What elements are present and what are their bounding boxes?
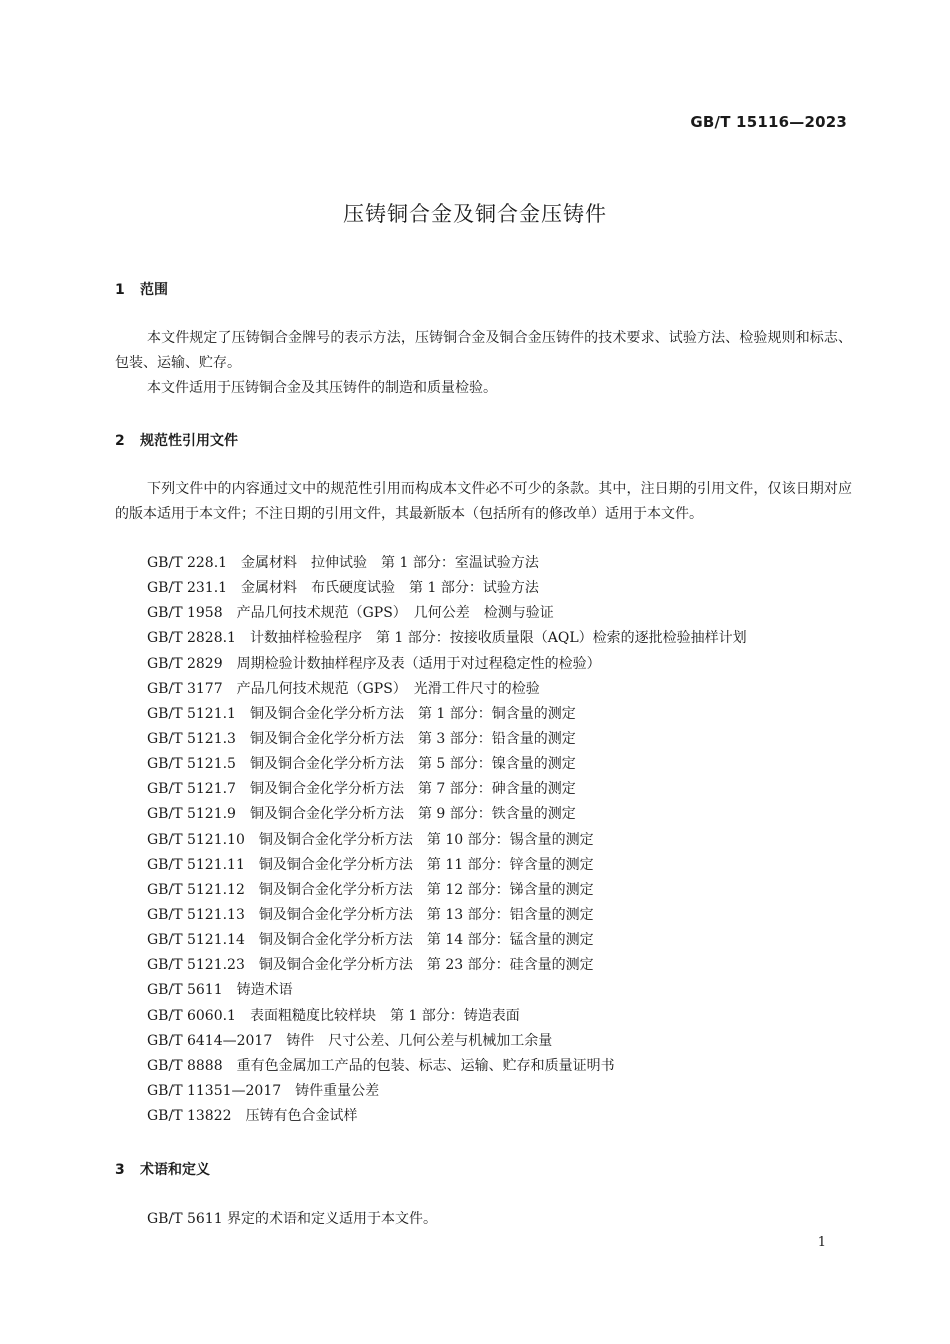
reference-item: GB/T 5121.9 铜及铜合金化学分析方法 第 9 部分：铁含量的测定 (147, 806, 576, 823)
section-1-paragraph-2: 本文件适用于压铸铜合金及其压铸件的制造和质量检验。 (147, 380, 497, 396)
reference-item: GB/T 5121.1 铜及铜合金化学分析方法 第 1 部分：铜含量的测定 (147, 705, 576, 722)
document-title: 压铸铜合金及铜合金压铸件 (343, 202, 607, 226)
reference-item: GB/T 11351—2017 铸件重量公差 (147, 1082, 380, 1099)
reference-item: GB/T 228.1 金属材料 拉伸试验 第 1 部分：室温试验方法 (147, 555, 539, 571)
standard-number: GB/T 15116—2023 (690, 113, 847, 131)
section-number: 1 (115, 282, 125, 298)
reference-item: GB/T 5121.7 铜及铜合金化学分析方法 第 7 部分：砷含量的测定 (147, 781, 576, 798)
reference-item: GB/T 8888 重有色金属加工产品的包装、标志、运输、贮存和质量证明书 (147, 1057, 615, 1074)
reference-item: GB/T 5121.5 铜及铜合金化学分析方法 第 5 部分：镍含量的测定 (147, 756, 576, 773)
section-title: 规范性引用文件 (140, 433, 238, 449)
reference-item: GB/T 3177 产品几何技术规范（GPS） 光滑工件尺寸的检验 (147, 680, 540, 697)
section-3-heading (115, 1159, 210, 1179)
section-title: 术语和定义 (140, 1162, 210, 1178)
reference-item: GB/T 6414—2017 铸件 尺寸公差、几何公差与机械加工余量 (147, 1032, 553, 1049)
reference-item: GB/T 5121.3 铜及铜合金化学分析方法 第 3 部分：铅含量的测定 (147, 730, 576, 747)
reference-item: GB/T 5121.11 铜及铜合金化学分析方法 第 11 部分：锌含量的测定 (147, 856, 594, 873)
section-number: 3 (115, 1162, 125, 1178)
section-2-paragraph-1: 下列文件中的内容通过文中的规范性引用而构成本文件必不可少的条款。其中，注日期的引用文件，仅该日期对应的版本适用于本文件；不注日期的引用文件，其最新版本（包括所有的修改单）适用于本文件。 (115, 481, 852, 522)
reference-item: GB/T 5121.13 铜及铜合金化学分析方法 第 13 部分：铝含量的测定 (147, 906, 594, 923)
section-title: 范围 (140, 282, 168, 298)
reference-item: GB/T 5121.14 铜及铜合金化学分析方法 第 14 部分：锰含量的测定 (147, 932, 594, 949)
reference-item: GB/T 5611 铸造术语 (147, 982, 293, 999)
page-number: 1 (817, 1235, 826, 1250)
reference-item: GB/T 6060.1 表面粗糙度比较样块 第 1 部分：铸造表面 (147, 1007, 520, 1024)
reference-item: GB/T 5121.12 铜及铜合金化学分析方法 第 12 部分：锑含量的测定 (147, 881, 594, 898)
section-3-paragraph-1: GB/T 5611 界定的术语和定义适用于本文件。 (147, 1211, 438, 1227)
reference-item: GB/T 13822 压铸有色合金试样 (147, 1108, 358, 1125)
reference-item: GB/T 1958 产品几何技术规范（GPS） 几何公差 检测与验证 (147, 605, 554, 622)
reference-item: GB/T 5121.23 铜及铜合金化学分析方法 第 23 部分：硅含量的测定 (147, 957, 594, 974)
reference-item: GB/T 2829 周期检验计数抽样程序及表（适用于对过程稳定性的检验） (147, 655, 601, 672)
section-number: 2 (115, 433, 125, 449)
section-2-heading (115, 430, 238, 450)
normative-references-list (147, 551, 747, 1129)
reference-item: GB/T 2828.1 计数抽样检验程序 第 1 部分：按接收质量限（AQL）检索的逐批检验抽样计划 (147, 630, 747, 647)
reference-item: GB/T 5121.10 铜及铜合金化学分析方法 第 10 部分：锡含量的测定 (147, 831, 594, 848)
section-1-paragraph-1: 本文件规定了压铸铜合金牌号的表示方法，压铸铜合金及铜合金压铸件的技术要求、试验方法、检验规则和标志、包装、运输、贮存。 (115, 330, 852, 371)
reference-item: GB/T 231.1 金属材料 布氏硬度试验 第 1 部分：试验方法 (147, 580, 539, 597)
section-1-heading (115, 279, 168, 299)
